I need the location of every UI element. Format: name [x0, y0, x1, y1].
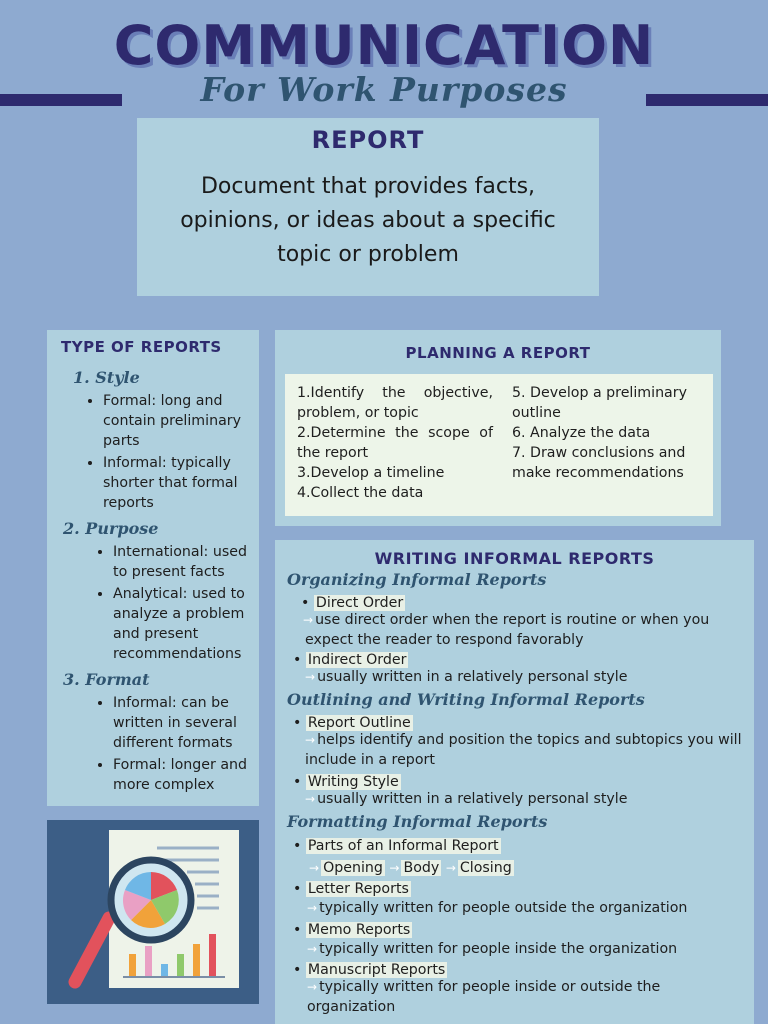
- type-of-reports-panel: [47, 330, 259, 806]
- bar-mark: [193, 944, 200, 976]
- purpose-list: [95, 542, 265, 664]
- list-item: 3.Develop a timeline: [297, 465, 445, 481]
- list-item: 5. Develop a preliminary outline: [512, 385, 687, 421]
- format-section-title: 3. Format: [63, 670, 150, 689]
- planning-steps: [285, 374, 713, 516]
- bar-mark: [145, 946, 152, 976]
- list-item: • Informal: can be written in several different formats: [113, 693, 265, 753]
- arrow-icon: →: [307, 980, 318, 994]
- magnifier-chart-icon: [47, 820, 259, 1004]
- direct-order-item: • Direct Order: [301, 595, 404, 611]
- organizing-title: Organizing Informal Reports: [287, 570, 547, 589]
- page-title: COMMUNICATION: [113, 14, 655, 77]
- arrow-icon: →: [309, 861, 320, 875]
- report-outline-desc: → helps identify and position the topics and subtopics you will include in a report: [305, 732, 742, 768]
- informal-reports-heading: WRITING INFORMAL REPORTS: [374, 549, 655, 568]
- manuscript-reports-item: • Manuscript Reports: [293, 962, 446, 978]
- format-list: [95, 693, 265, 795]
- arrow-icon: →: [305, 733, 316, 747]
- memo-reports-item: • Memo Reports: [293, 922, 411, 938]
- illustration-panel: [47, 820, 259, 1004]
- writing-style-desc: → usually written in a relatively personal style: [305, 791, 628, 807]
- parts-list: → Opening → Body → Closing: [309, 860, 512, 876]
- planning-heading: PLANNING A REPORT: [405, 344, 591, 362]
- purpose-section-title: 2. Purpose: [63, 519, 159, 538]
- report-outline-item: • Report Outline: [293, 715, 411, 731]
- indirect-order-desc: → usually written in a relatively personal style: [305, 669, 628, 685]
- arrow-icon: →: [303, 613, 314, 627]
- writing-style-item: • Writing Style: [293, 774, 399, 790]
- page-subtitle: For Work Purposes: [200, 70, 568, 109]
- report-definition: Document that provides facts, opinions, or ideas about a specific topic or problem: [180, 174, 556, 267]
- arrow-icon: →: [307, 942, 318, 956]
- letter-reports-desc: → typically written for people outside the organization: [307, 900, 688, 916]
- planning-steps-right: [512, 383, 702, 483]
- bar-mark: [209, 934, 216, 976]
- bar-mark: [177, 954, 184, 976]
- indirect-order-item: • Indirect Order: [293, 652, 407, 668]
- arrow-icon: →: [445, 861, 456, 875]
- planning-steps-left: [297, 383, 493, 503]
- memo-reports-desc: → typically written for people inside the organization: [307, 941, 678, 957]
- bar-mark: [161, 964, 168, 976]
- style-section-title: 1. Style: [73, 368, 140, 387]
- list-item: • International: used to present facts: [113, 542, 265, 582]
- outlining-title: Outlining and Writing Informal Reports: [287, 690, 645, 709]
- arrow-icon: →: [305, 792, 316, 806]
- arrow-icon: →: [307, 901, 318, 915]
- list-item: • Formal: long and contain preliminary parts: [103, 391, 263, 451]
- style-list: [85, 391, 263, 513]
- arrow-icon: →: [305, 670, 316, 684]
- direct-order-desc: → use direct order when the report is routine or when you expect the reader to respond favorably: [303, 612, 710, 648]
- type-of-reports-heading: TYPE OF REPORTS: [61, 338, 222, 356]
- letter-reports-item: • Letter Reports: [293, 881, 409, 897]
- list-item: • Analytical: used to analyze a problem and present recommendations: [113, 584, 265, 664]
- list-item: • Informal: typically shorter that formal reports: [103, 453, 263, 513]
- report-definition-box: [137, 118, 599, 296]
- formatting-title: Formatting Informal Reports: [287, 812, 548, 831]
- list-item: 7. Draw conclusions and make recommendations: [512, 445, 686, 481]
- informal-reports-panel: [275, 540, 754, 1024]
- bar-mark: [129, 954, 136, 976]
- manuscript-reports-desc: → typically written for people inside or outside the organization: [307, 979, 661, 1015]
- list-item: 6. Analyze the data: [512, 425, 651, 441]
- report-heading: REPORT: [311, 126, 425, 154]
- list-item: 4.Collect the data: [297, 485, 424, 501]
- list-item: • Formal: longer and more complex: [113, 755, 265, 795]
- parts-item: • Parts of an Informal Report: [293, 838, 499, 854]
- arrow-icon: →: [389, 861, 400, 875]
- magnifier-handle: [75, 918, 109, 982]
- list-item: 1.Identify the objective, problem, or topic: [297, 385, 493, 421]
- list-item: 2.Determine the scope of the report: [297, 425, 493, 461]
